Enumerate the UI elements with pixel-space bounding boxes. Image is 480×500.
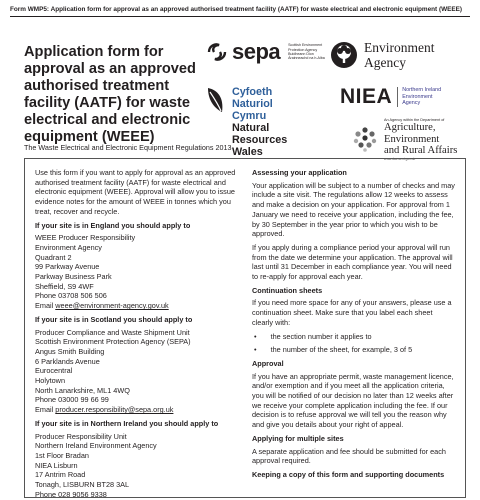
niea-wordmark: NIEA: [340, 85, 393, 108]
daera-dots-icon: [352, 126, 378, 152]
assessing-paragraph-2: If you apply during a compliance period your approval will run from the date we determine your application. The approval will last until 31 December in each compliance year. You will need to re-apply for approval each year.: [252, 242, 453, 282]
intro-paragraph: Use this form if you want to apply for approval as an approved authorised treatment facility (AATF) for waste electrical and electronic equipment (WEEE). Approval will allow you to issue evidence notes for the amount of WEEE in tonnes which you treat, recover and recycle.: [35, 168, 236, 216]
nrw-leaf-icon: [204, 86, 226, 114]
nrw-logo: [204, 86, 287, 158]
northern-ireland-address: Producer Responsibility Unit Northern Ireland Environment Agency 1st Floor Bradan NIEA Lisburn 17 Antrim Road Tonagh, LISBURN BT28 3AL Phone 028 9056 9338: [35, 431, 157, 499]
keeping-copy-heading: Keeping a copy of this form and supporting documents: [252, 469, 445, 479]
continuation-paragraph: If you need more space for any of your answers, please use a continuation sheet. Make sure that you label each sheet clearly with:: [252, 298, 452, 327]
bullet-icon: •: [254, 345, 257, 355]
continuation-heading: Continuation sheets: [252, 285, 323, 295]
scotland-address: Producer Compliance and Waste Shipment Unit Scottish Environment Protection Agency (SEPA) Angus Smith Building 6 Parklands Avenue Eurocentral Holytown North Lanarkshire, ML1 4WQ Phone 03000 99 66 99 Email producer.responsibility@sepa.org.uk: [35, 327, 191, 415]
scotland-heading: If your site is in Scotland you should apply to: [35, 314, 193, 324]
sepa-wordmark: sepa: [232, 39, 281, 64]
assessing-heading: Assessing your application: [252, 168, 347, 177]
regulations-subtitle: The Waste Electrical and Electronic Equipment Regulations 2013: [24, 143, 232, 152]
northern-ireland-heading: If your site is in Northern Ireland you should apply to: [35, 418, 219, 428]
guidance-box: [24, 158, 466, 498]
multiple-sites-paragraph: A separate application and fee should be submitted for each approval required.: [252, 446, 446, 466]
left-column: [35, 168, 238, 497]
list-item: • the number of the sheet, for example, 3 of 5: [254, 345, 413, 355]
scotland-email-link[interactable]: producer.responsibility@sepa.org.uk: [55, 405, 174, 415]
assessing-paragraph-1: Your application will be subject to a number of checks and may include a site visit. The regulations allow 12 weeks to assess and make a decision on your application. For approval from 1 January we need to receive your application, including the fee, by 30 September in the year prior to which you wish to be approved.: [252, 180, 455, 239]
bullet-icon: •: [254, 331, 257, 341]
right-column: [252, 168, 455, 497]
sepa-subtitle: Scottish Environment Protection Agency Buidheann Dion Àrainneachd na h-Alba: [288, 43, 325, 61]
daera-wordmark: An Agency within the Department of Agriculture, Environment and Rural Affairs www.daera-ni.gov.uk: [384, 118, 458, 161]
approval-heading: Approval: [252, 358, 284, 368]
england-address: WEEE Producer Responsibility Environment Agency Quadrant 2 99 Parkway Avenue Parkway Business Park Sheffield, S9 4WF Phone 03708 506 506 Email weee@environment-agency.gov.uk: [35, 233, 169, 311]
nrw-wordmark: Cyfoeth Naturiol Cymru Natural Resources Wales: [232, 86, 288, 159]
england-email-link[interactable]: weee@environment-agency.gov.uk: [55, 301, 169, 311]
daera-logo: [352, 118, 480, 161]
ea-tree-icon: [330, 41, 358, 69]
niea-logo: [340, 85, 441, 109]
england-heading: If your site is in England you should apply to: [35, 220, 191, 230]
sepa-logo: [206, 41, 348, 63]
approval-paragraph: If you have an appropriate permit, waste management licence, and/or exemption and if you meet all the application criteria, you will be notified of our decision no later than 12 weeks after we receive your complete application including the fee. If our decision is to refuse approval we will tell you the reason why and give you details about your right of appeal.: [252, 371, 454, 430]
form-reference-line: Form WMP5: Application form for approval as an approved authorised treatment facility (AATF) for waste electrical and electronic equipment (WEEE): [10, 6, 470, 17]
multiple-sites-heading: Applying for multiple sites: [252, 433, 344, 443]
environment-agency-logo: [330, 40, 435, 70]
niea-subtitle: Northern Ireland Environment Agency: [397, 87, 441, 107]
list-item: • the section number it applies to: [254, 331, 372, 341]
ea-wordmark: Environment Agency: [364, 40, 435, 71]
page-title: Application form for approval as an approved authorised treatment facility (AATF) for waste electrical and electronic equipment (WEEE): [24, 44, 196, 146]
sepa-swirl-icon: [206, 41, 228, 63]
